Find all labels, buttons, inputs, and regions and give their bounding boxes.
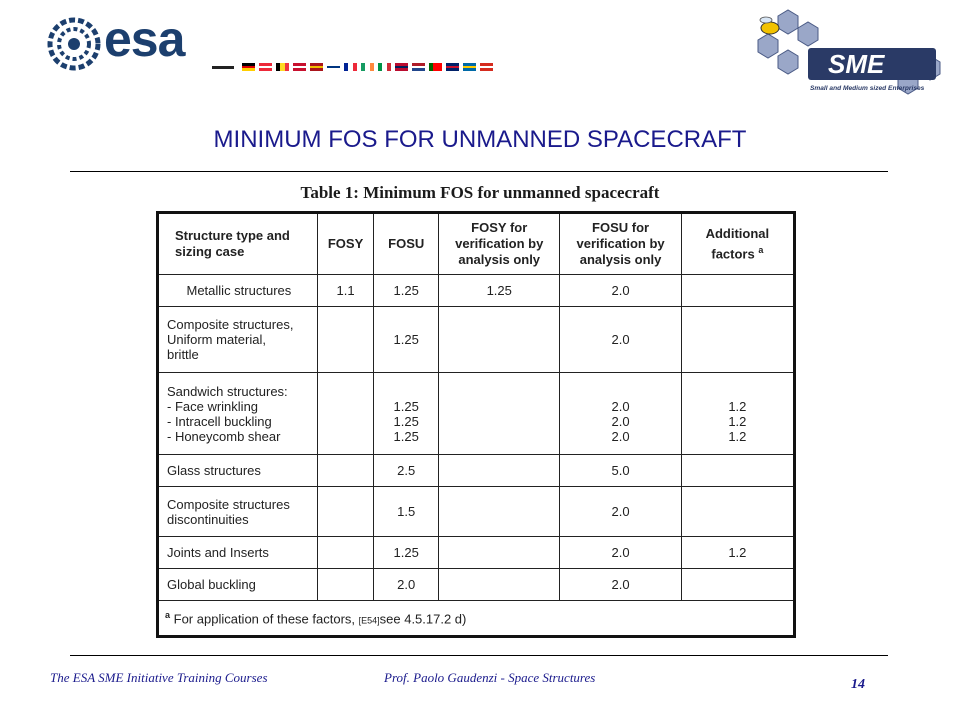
- fosu-cell: [374, 487, 439, 537]
- slide-title: MINIMUM FOS FOR UNMANNED SPACECRAFT: [213, 126, 747, 153]
- fosu-analysis-cell-text: 5.0: [611, 463, 630, 478]
- structure-cell: [158, 455, 318, 487]
- additional-factor-cell: [681, 487, 794, 537]
- footer-course-title: The ESA SME Initiative Training Courses: [50, 670, 268, 685]
- table-note-row: [158, 601, 795, 637]
- fosu-analysis-cell-text: 2.0: [611, 332, 630, 347]
- flag-belgium-icon: [276, 63, 289, 71]
- table-caption: Table 1: Minimum FOS for unmanned spacecraft: [300, 183, 660, 202]
- member-state-flags: [212, 63, 493, 71]
- page-number: 14: [851, 677, 865, 692]
- header-superscript: a: [758, 244, 764, 255]
- table-row: [158, 275, 795, 307]
- fosu-cell-text: 1.25 1.25 1.25: [393, 398, 419, 444]
- note-text: For application of these factors,: [173, 611, 359, 627]
- fos-table: [156, 211, 796, 638]
- fosu-analysis-cell-text: 2.0: [611, 545, 630, 560]
- fosu-analysis-cell: [560, 275, 681, 307]
- sme-logo-text: SME: [828, 49, 885, 79]
- fosu-analysis-cell: [560, 373, 681, 455]
- additional-factor-cell: [681, 569, 794, 601]
- header-fosu: FOSU: [374, 213, 439, 275]
- esa-wordmark: esa: [104, 11, 185, 67]
- fosy-cell: [317, 487, 374, 537]
- table-row: [158, 487, 795, 537]
- table-row: [158, 537, 795, 569]
- table-row: [158, 455, 795, 487]
- fosu-analysis-cell: [560, 569, 681, 601]
- sme-logo: [748, 6, 943, 102]
- table-row: [158, 307, 795, 373]
- header-fosu-analysis: FOSU for verification by analysis only: [560, 213, 681, 275]
- fosy-analysis-cell: [439, 569, 560, 601]
- note-section: see 4.5.17.2 d): [379, 611, 467, 627]
- structure-cell: [158, 487, 318, 537]
- structure-cell-text: Sandwich structures: - Face wrinkling - Intracell buckling - Honeycomb shear: [167, 383, 288, 444]
- esa-logo: [40, 11, 215, 74]
- additional-factor-cell: [681, 537, 794, 569]
- additional-factor-cell-text: 1.2 1.2 1.2: [728, 398, 747, 444]
- flag-norway-icon: [395, 63, 408, 71]
- fosu-cell-text: 1.25: [393, 545, 419, 560]
- fosu-analysis-cell: [560, 307, 681, 373]
- structure-cell-text: Global buckling: [167, 577, 256, 592]
- structure-cell-text: Joints and Inserts: [167, 545, 269, 560]
- additional-factor-cell: [681, 455, 794, 487]
- flag-strip-dash: [212, 66, 234, 69]
- fosu-cell: [374, 569, 439, 601]
- flag-spain-icon: [310, 63, 323, 71]
- flag-united-kingdom-icon: [446, 63, 459, 71]
- sme-tagline: Small and Medium sized Enterprises: [810, 85, 925, 92]
- structure-cell-text: Glass structures: [167, 463, 261, 478]
- structure-cell: [158, 373, 318, 455]
- flag-netherlands-icon: [412, 63, 425, 71]
- flag-sweden-icon: [463, 63, 476, 71]
- fosu-analysis-cell-text: 2.0: [611, 504, 630, 519]
- fosu-analysis-cell: [560, 487, 681, 537]
- fosu-cell: [374, 307, 439, 373]
- header-fosy-analysis: FOSY for verification by analysis only: [439, 213, 560, 275]
- fosy-cell: [317, 569, 374, 601]
- additional-factor-cell-text: 1.2: [728, 545, 747, 560]
- fosy-cell: [317, 455, 374, 487]
- flag-germany-icon: [242, 63, 255, 71]
- fosy-analysis-cell: [439, 373, 560, 455]
- additional-factor-cell: [681, 307, 794, 373]
- fosy-cell: [317, 537, 374, 569]
- fosu-cell: [374, 537, 439, 569]
- fosy-analysis-cell-text: 1.25: [486, 283, 512, 298]
- note-reference: [E54]: [358, 615, 380, 626]
- fosu-cell: [374, 275, 439, 307]
- flag-denmark-icon: [293, 63, 306, 71]
- fosu-cell-text: 1.25: [393, 332, 419, 347]
- fosu-cell-text: 2.0: [397, 577, 416, 592]
- structure-cell: [158, 275, 318, 307]
- flag-switzerland-icon: [480, 63, 493, 71]
- footer-author: Prof. Paolo Gaudenzi - Space Structures: [384, 670, 596, 685]
- structure-cell-text: Composite structures discontinuities: [167, 496, 290, 527]
- structure-cell-text: Composite structures, Uniform material, brittle: [167, 317, 294, 362]
- fosu-cell: [374, 455, 439, 487]
- additional-factor-cell: [681, 275, 794, 307]
- fosy-analysis-cell: [439, 487, 560, 537]
- additional-factor-cell: [681, 373, 794, 455]
- fosu-cell-text: 2.5: [397, 463, 416, 478]
- header-additional-label: Additional factors: [705, 225, 770, 262]
- table-note: [158, 601, 795, 637]
- fosu-analysis-cell-text: 2.0: [611, 577, 630, 592]
- flag-austria-icon: [259, 63, 272, 71]
- structure-cell-text: Metallic structures: [186, 283, 292, 298]
- fosu-analysis-cell-text: 2.0 2.0 2.0: [611, 398, 630, 444]
- structure-cell: [158, 307, 318, 373]
- bee-icon: [760, 17, 779, 34]
- header-fosy: FOSY: [317, 213, 374, 275]
- fosu-analysis-cell-text: 2.0: [611, 283, 630, 298]
- esa-swirl-icon: [40, 14, 110, 72]
- structure-cell: [158, 569, 318, 601]
- fosy-cell-text: 1.1: [336, 283, 355, 298]
- note-marker: a: [165, 609, 171, 620]
- flag-finland-icon: [327, 63, 340, 71]
- flag-portugal-icon: [429, 63, 442, 71]
- table-header-row: [158, 213, 795, 275]
- structure-cell: [158, 537, 318, 569]
- fosy-cell: [317, 307, 374, 373]
- flag-france-icon: [344, 63, 357, 71]
- fosu-cell: [374, 373, 439, 455]
- flag-italy-icon: [378, 63, 391, 71]
- fosu-analysis-cell: [560, 455, 681, 487]
- fosy-analysis-cell: [439, 537, 560, 569]
- fosy-analysis-cell: [439, 307, 560, 373]
- table-row: [158, 373, 795, 455]
- table-row: [158, 569, 795, 601]
- fosy-analysis-cell: [439, 275, 560, 307]
- header-structure-type: Structure type and sizing case: [158, 213, 318, 275]
- fosu-cell-text: 1.25: [393, 283, 419, 298]
- fosy-analysis-cell: [439, 455, 560, 487]
- fosu-cell-text: 1.5: [397, 504, 416, 519]
- fosy-cell: [317, 275, 374, 307]
- header-additional-factors: [681, 213, 794, 275]
- footer-divider: [70, 655, 888, 656]
- title-divider: [70, 171, 888, 172]
- flag-ireland-icon: [361, 63, 374, 71]
- fosu-analysis-cell: [560, 537, 681, 569]
- fosy-cell: [317, 373, 374, 455]
